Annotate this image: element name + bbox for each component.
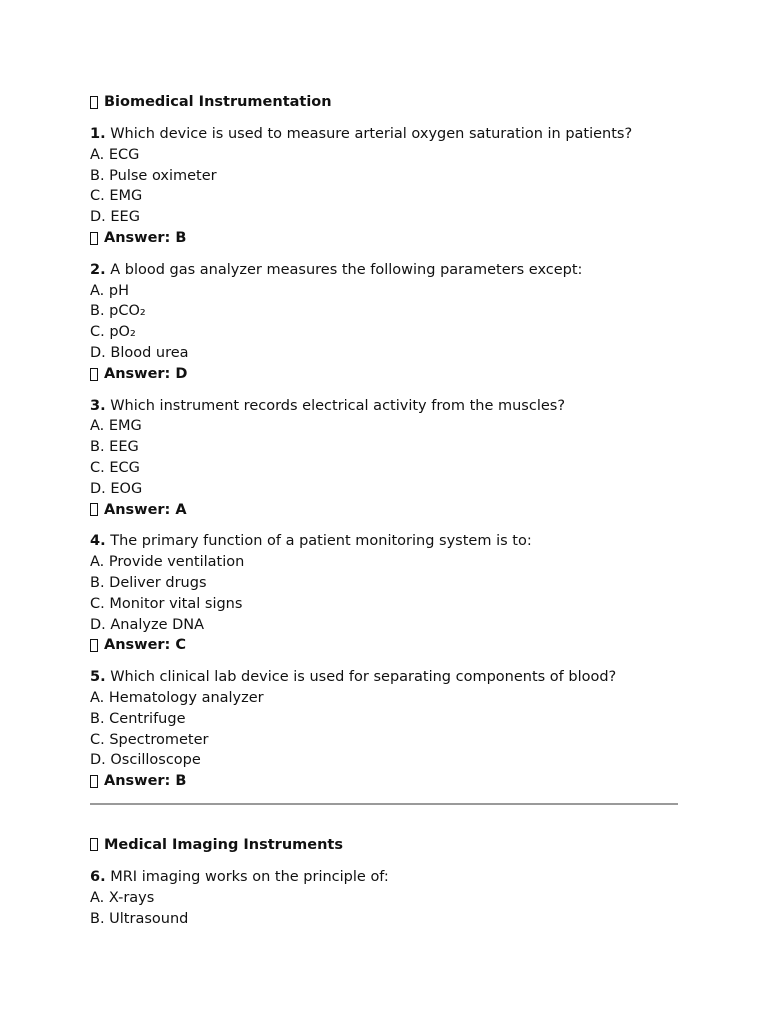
option: C. pO₂ xyxy=(90,324,136,341)
option: A. EMG xyxy=(90,418,142,435)
question-text: A blood gas analyzer measures the following parameters except: xyxy=(110,261,583,278)
question-text: The primary function of a patient monitoring system is to: xyxy=(110,533,532,550)
missing-glyph-icon xyxy=(90,503,98,516)
question-block xyxy=(90,531,678,656)
option: D. Blood urea xyxy=(90,344,189,361)
question-line xyxy=(90,667,678,688)
option: B. Centrifuge xyxy=(90,710,186,727)
missing-glyph-icon xyxy=(90,775,98,788)
question-number: 4. xyxy=(90,533,106,550)
option: A. Hematology analyzer xyxy=(90,689,264,706)
question-line xyxy=(90,396,678,417)
answer-text: Answer: A xyxy=(104,501,187,518)
question-number: 3. xyxy=(90,397,106,414)
question-number: 5. xyxy=(90,669,106,686)
question-block xyxy=(90,396,678,521)
section-heading xyxy=(90,92,678,112)
option: B. pCO₂ xyxy=(90,303,146,320)
answer-line xyxy=(90,228,678,249)
question-text: Which instrument records electrical activity from the muscles? xyxy=(110,397,566,414)
missing-glyph-icon xyxy=(90,232,98,245)
question-line xyxy=(90,124,678,145)
option: D. EOG xyxy=(90,480,143,497)
answer-text: Answer: B xyxy=(104,229,187,246)
section-title: Medical Imaging Instruments xyxy=(104,836,343,853)
section-heading xyxy=(90,835,678,855)
missing-glyph-icon xyxy=(90,639,98,652)
question-number: 1. xyxy=(90,126,106,142)
answer-text: Answer: B xyxy=(104,773,187,790)
option: B. Pulse oximeter xyxy=(90,167,217,184)
option: C. EMG xyxy=(90,188,143,205)
question-block xyxy=(90,124,678,249)
section-divider xyxy=(90,803,678,805)
answer-text: Answer: D xyxy=(104,365,188,382)
missing-glyph-icon xyxy=(90,96,98,109)
answer-line xyxy=(90,364,678,385)
option: B. Ultrasound xyxy=(90,910,189,927)
question-text: Which device is used to measure arterial oxygen saturation in patients? xyxy=(110,126,633,142)
option: A. Provide ventilation xyxy=(90,554,245,571)
question-text: Which clinical lab device is used for separating components of blood? xyxy=(110,669,617,686)
question-line xyxy=(90,260,678,281)
option: A. pH xyxy=(90,282,129,299)
question-line xyxy=(90,867,678,888)
question-text: MRI imaging works on the principle of: xyxy=(110,868,389,885)
answer-line xyxy=(90,771,678,792)
option: C. Spectrometer xyxy=(90,731,209,748)
option: B. Deliver drugs xyxy=(90,574,207,591)
missing-glyph-icon xyxy=(90,838,98,851)
option: A. X-rays xyxy=(90,889,155,906)
option: B. EEG xyxy=(90,439,139,456)
question-number: 6. xyxy=(90,868,106,885)
option: D. Oscilloscope xyxy=(90,752,201,769)
option: A. ECG xyxy=(90,146,140,163)
option: D. Analyze DNA xyxy=(90,616,205,633)
option: D. EEG xyxy=(90,209,140,226)
question-block xyxy=(90,260,678,385)
missing-glyph-icon xyxy=(90,368,98,381)
answer-line xyxy=(90,635,678,656)
answer-text: Answer: C xyxy=(104,637,187,654)
option: C. Monitor vital signs xyxy=(90,595,243,612)
question-number: 2. xyxy=(90,261,106,278)
option: C. ECG xyxy=(90,459,140,476)
question-block xyxy=(90,667,678,792)
section-title: Biomedical Instrumentation xyxy=(104,94,332,110)
question-line xyxy=(90,531,678,552)
answer-line xyxy=(90,500,678,521)
document-body xyxy=(90,92,678,940)
question-block xyxy=(90,867,678,929)
